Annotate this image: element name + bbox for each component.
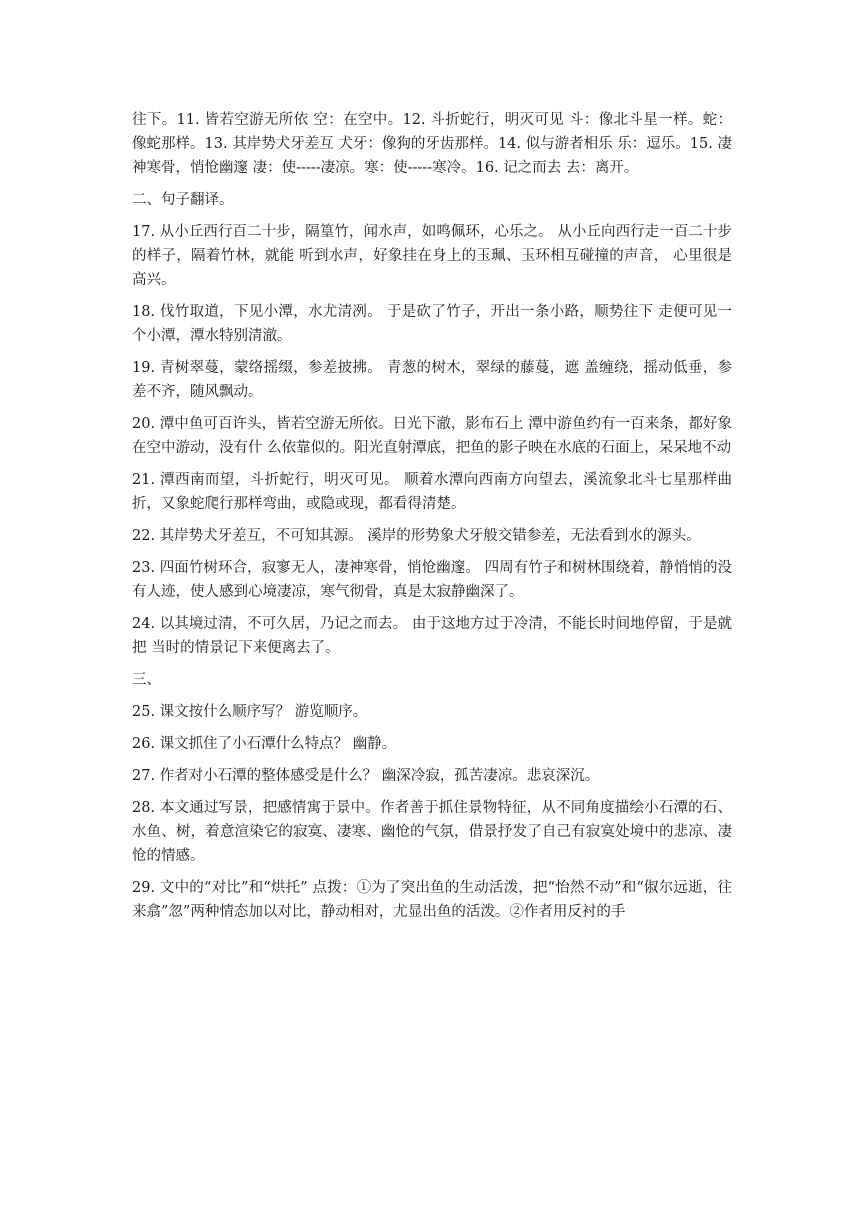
paragraph-vocab-continued: 往下。11. 皆若空游无所依 空：在空中。12. 斗折蛇行，明灭可见 斗：像北斗星一样。蛇：像蛇那样。13. 其岸势犬牙差互 犬牙：像狗的牙齿那样。14. 似与游者相乐 乐：逗乐。15. 凄神寒骨，悄怆幽邃 凄：使-----凄凉。寒：使-----寒冷。16. 记之而去 去：离开。 xyxy=(132,112,732,176)
paragraph-item-24: 24. 以其境过清，不可久居，乃记之而去。 由于这地方过于冷清，不能长时间地停留，于是就把 当时的情景记下来便离去了。 xyxy=(132,616,732,656)
paragraph-item-23: 23. 四面竹树环合，寂寥无人，凄神寒骨，悄怆幽邃。 四周有竹子和树林围绕着，静悄悄的没 有人迹，使人感到心境凄凉，寒气彻骨，真是太寂静幽深了。 xyxy=(132,560,732,600)
paragraph-item-20: 20. 潭中鱼可百许头，皆若空游无所依。日光下澈，影布石上 潭中游鱼约有一百来条，都好象在空中游动，没有什 么依靠似的。阳光直射潭底，把鱼的影子映在水底的石面上，呆呆地不动 xyxy=(132,416,732,456)
section-heading-translation: 二、句子翻译。 xyxy=(132,192,234,208)
paragraph-item-27: 27. 作者对小石潭的整体感受是什么？ 幽深冷寂，孤苦凄凉。悲哀深沉。 xyxy=(132,768,600,784)
paragraph-item-22: 22. 其岸势犬牙差互，不可知其源。 溪岸的形势象犬牙般交错参差，无法看到水的源头。 xyxy=(132,528,701,544)
paragraph-item-26: 26. 课文抓住了小石潭什么特点？ 幽静。 xyxy=(132,736,397,752)
paragraph-item-18: 18. 伐竹取道，下见小潭，水尤清冽。 于是砍了竹子，开出一条小路，顺势往下 走便可见一个小潭，潭水特别清澈。 xyxy=(132,304,732,344)
paragraph-item-17: 17. 从小丘西行百二十步，隔篁竹，闻水声，如鸣佩环，心乐之。 从小丘向西行走一百二十步的样子，隔着竹林，就能 听到水声，好象挂在身上的玉珮、玉环相互碰撞的声音， 心里很是高兴。 xyxy=(132,224,732,288)
paragraph-item-29: 29. 文中的“对比”和“烘托” 点拨：①为了突出鱼的生动活泼，把“怡然不动”和“俶尔远逝，往来翕”忽”两种情态加以对比，静动相对，尤显出鱼的活泼。②作者用反衬的手 xyxy=(132,880,732,920)
document-body xyxy=(132,108,732,932)
paragraph-item-25: 25. 课文按什么顺序写？ 游览顺序。 xyxy=(132,704,368,720)
paragraph-item-21: 21. 潭西南而望，斗折蛇行，明灭可见。 顺着水潭向西南方向望去，溪流象北斗七星那样曲 折，又象蛇爬行那样弯曲，或隐或现，都看得清楚。 xyxy=(132,472,732,512)
section-heading-three: 三、 xyxy=(132,672,161,688)
paragraph-item-19: 19. 青树翠蔓，蒙络摇缀，参差披拂。 青葱的树木，翠绿的藤蔓，遮 盖缠绕，摇动低垂，参差不齐，随风飘动。 xyxy=(132,360,732,400)
paragraph-item-28: 28. 本文通过写景，把感情寓于景中。作者善于抓住景物特征，从不同角度描绘小石潭的石、水鱼、树，着意渲染它的寂寞、凄寒、幽怆的气氛，借景抒发了自己有寂寞处境中的悲凉、凄怆的情感。 xyxy=(132,800,732,864)
